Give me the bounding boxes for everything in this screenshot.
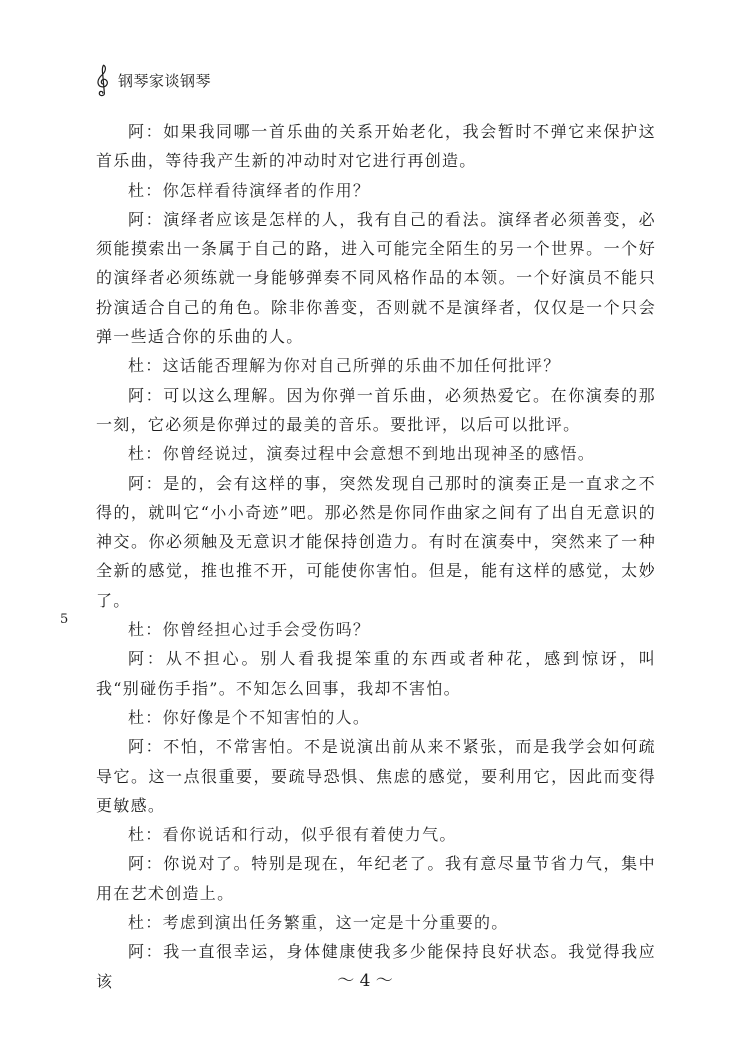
page-number: ～ 4 ～ xyxy=(337,971,393,991)
dialogue-body xyxy=(96,117,656,996)
interviewer-question: 杜：你好像是个不知害怕的人。 xyxy=(128,707,371,727)
interviewer-question: 杜：考虑到演出任务繁重，这一定是十分重要的。 xyxy=(128,913,509,933)
interviewer-question: 杜：你怎样看待演绎者的作用？ xyxy=(128,180,371,200)
running-header xyxy=(96,62,211,98)
pianist-answer: 阿：你说对了。特别是现在，年纪老了。我有意尽量节省力气，集中用在艺术创造上。 xyxy=(96,854,656,903)
pianist-answer: 阿：如果我同哪一首乐曲的关系开始老化，我会暂时不弹它来保护这首乐曲，等待我产生新的冲动时对它进行再创造。 xyxy=(96,122,656,171)
pianist-answer: 阿：演绎者应该是怎样的人，我有自己的看法。演绎者必须善变，必须能摸索出一条属于自己的路，进入可能完全陌生的另一个世界。一个好的演绎者必须练就一身能够弹奏不同风格作品的本领。一个好演员不能只扮演适合自己的角色。除非你善变，否则就不是演绎者，仅仅是一个只会弹一些适合你的乐曲的人。 xyxy=(96,209,656,347)
treble-clef-icon xyxy=(96,63,110,97)
interviewer-question: 杜：这话能否理解为你对自己所弹的乐曲不加任何批评？ xyxy=(128,356,561,376)
margin-line-number: 5 xyxy=(60,612,69,627)
pianist-answer: 阿：我一直很幸运，身体健康使我多少能保持良好状态。我觉得我应该 xyxy=(96,942,656,991)
pianist-answer: 阿：是的，会有这样的事，突然发现自己那时的演奏正是一直求之不得的，就叫它“小小奇迹”吧。那必然是你同作曲家之间有了出自无意识的神交。你必须触及无意识才能保持创造力。有时在演奏中，突然来了一种全新的感觉，推也推不开，可能使你害怕。但是，能有这样的感觉，太妙了。 xyxy=(96,473,656,610)
pianist-answer: 阿：从不担心。别人看我提笨重的东西或者种花，感到惊讶，叫我“别碰伤手指”。不知怎么回事，我却不害怕。 xyxy=(96,649,656,698)
pianist-answer: 阿：不怕，不常害怕。不是说演出前从来不紧张，而是我学会如何疏导它。这一点很重要，要疏导恐惧、焦虑的感觉，要利用它，因此而变得更敏感。 xyxy=(96,737,656,815)
interviewer-question: 杜：你曾经说过，演奏过程中会意想不到地出现神圣的感悟。 xyxy=(128,444,596,464)
book-title: 钢琴家谈钢琴 xyxy=(118,71,212,90)
interviewer-question: 杜：看你说话和行动，似乎很有着使力气。 xyxy=(128,825,457,845)
pianist-answer: 阿：可以这么理解。因为你弹一首乐曲，必须热爱它。在你演奏的那一刻，它必须是你弹过的最美的音乐。要批评，以后可以批评。 xyxy=(96,385,656,434)
interviewer-question: 杜：你曾经担心过手会受伤吗？ xyxy=(128,620,371,640)
